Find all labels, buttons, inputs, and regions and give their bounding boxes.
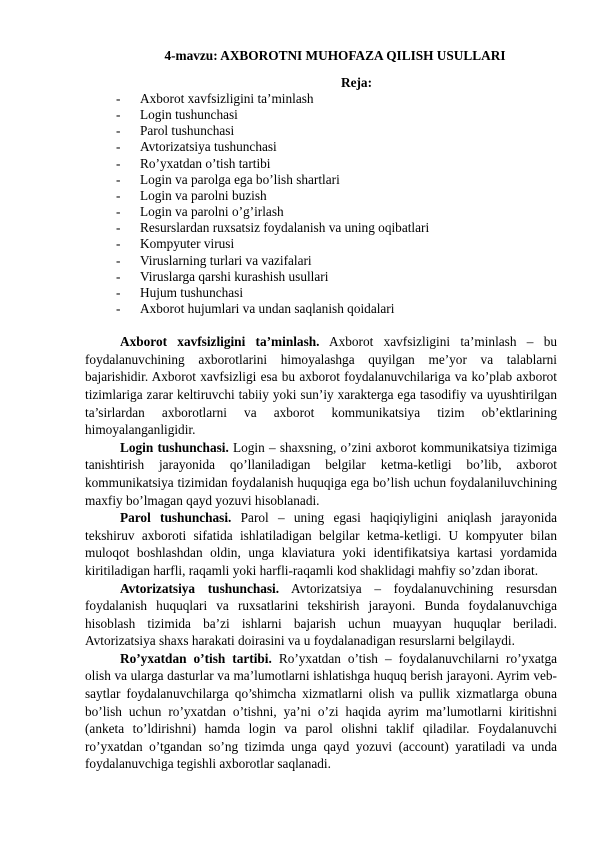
section-term: Axborot xavfsizligini ta’minlash. xyxy=(120,334,320,350)
document-title: 4-mavzu: AXBOROTNI MUHOFAZA QILISH USULLARI xyxy=(164,48,506,63)
dash-bullet-icon: - xyxy=(116,220,121,236)
dash-bullet-icon: - xyxy=(116,187,121,203)
plan-item-text: Viruslarga qarshi kurashish usullari xyxy=(140,268,329,284)
dash-bullet-icon: - xyxy=(116,268,121,284)
plan-item xyxy=(85,204,557,220)
plan-item xyxy=(85,91,557,107)
plan-item xyxy=(85,172,557,188)
plan-heading: Reja: xyxy=(341,75,373,90)
plan-item-text: Axborot xavfsizligini ta’minlash xyxy=(140,91,314,106)
plan-item xyxy=(85,285,557,301)
plan-item-text: Login tushunchasi xyxy=(140,107,238,123)
plan-item-text: Login va parolni o’g’irlash xyxy=(140,204,284,220)
dash-bullet-icon: - xyxy=(116,284,121,300)
dash-bullet-icon: - xyxy=(116,204,121,220)
plan-item-text: Kompyuter virusi xyxy=(140,236,235,252)
plan-item xyxy=(85,301,557,317)
section-term: Avtorizatsiya tushunchasi. xyxy=(120,580,280,596)
section-text: Avtorizatsiya – foydalanuvchining resursdan foydalanish huquqlari va ruxsatlarini tekshirish jarayoni. Bunda foydalanuvchiga hisoblash tizimida ba’zi ishlarni bajarish uchun muayyan huquqlar beriladi. Avtorizatsiya shaxs harakati doirasini va u foydalanadigan resurslarni belgilaydi. xyxy=(85,580,557,649)
plan-item xyxy=(85,253,557,269)
dash-bullet-icon: - xyxy=(116,252,121,268)
dash-bullet-icon: - xyxy=(116,91,121,106)
plan-item-text: Login va parolga ega bo’lish shartlari xyxy=(140,171,340,187)
plan-item-text: Avtorizatsiya tushunchasi xyxy=(140,139,277,155)
section-paragraph xyxy=(85,439,557,509)
plan-item xyxy=(85,220,557,236)
section-paragraph xyxy=(85,650,557,773)
plan-item-text: Axborot hujumlari va undan saqlanish qoidalari xyxy=(140,301,395,317)
document-page xyxy=(85,48,557,773)
document-body xyxy=(85,333,557,773)
plan-item-text: Ro’yxatdan o’tish tartibi xyxy=(140,155,271,171)
dash-bullet-icon: - xyxy=(116,139,121,155)
section-text: Login – shaxsning, o’zini axborot kommunikatsiya tizimiga tanishtirish jarayonida qo’llaniladigan belgilar ketma-ketligi bo’lib, axborot kommunikatsiya tizimidan foydalanish huquqiga ega bo’lish uchun foydalaniluvchining maxfiy bo’lmagan qayd yozuvi hisoblanadi. xyxy=(85,439,557,508)
plan-item xyxy=(85,188,557,204)
plan-item xyxy=(85,123,557,139)
plan-item xyxy=(85,269,557,285)
plan-item xyxy=(85,139,557,155)
section-paragraph xyxy=(85,509,557,579)
dash-bullet-icon: - xyxy=(116,155,121,171)
plan-item-text: Parol tushunchasi xyxy=(140,123,235,139)
section-paragraph xyxy=(85,333,557,439)
section-text: Ro’yxatdan o’tish – foydalanuvchilarni ro’yxatga olish va ularga dasturlar va ma’lumotlarni ishlatishga huquq berish jarayoni. Ayrim veb-saytlar foydalanuvchilarga qo’shimcha xizmatlarni olish va pullik xizmatlarga obuna bo’lish uchun ro’yxatdan o’tishni, ya’ni o’zi haqida ayrim ma’lumotlarni kiritishni (anketa to’ldirishni) hamda login va parol olishni taklif qiladilar. Foydalanuvchi ro’yxatdan o’tgandan so’ng tizimda unga qayd yozuvi (account) yaratiladi va unda foydalanuvchiga tegishli axborotlar saqlanadi. xyxy=(85,650,558,772)
section-term: Login tushunchasi. xyxy=(120,439,229,455)
dash-bullet-icon: - xyxy=(116,171,121,187)
dash-bullet-icon: - xyxy=(116,107,121,123)
plan-item xyxy=(85,236,557,252)
section-paragraph xyxy=(85,580,557,650)
plan-item-text: Viruslarning turlari va vazifalari xyxy=(140,252,312,268)
section-term: Parol tushunchasi. xyxy=(120,510,232,526)
plan-item xyxy=(85,156,557,172)
dash-bullet-icon: - xyxy=(116,123,121,139)
plan-item-text: Hujum tushunchasi xyxy=(140,284,244,300)
plan-item-text: Login va parolni buzish xyxy=(140,187,267,203)
plan-list xyxy=(85,91,557,317)
plan-item-text: Resurslardan ruxsatsiz foydalanish va uning oqibatlari xyxy=(140,220,430,236)
section-term: Ro’yxatdan o’tish tartibi. xyxy=(120,650,272,666)
section-text: Axborot xavfsizligini ta’minlash – bu foydalanuvchining axborotlarini himoyalashga quyilgan me’yor va talablarni bajarishidir. Axborot xavfsizligi esa bu axborot foydalanuvchilariga va ko’plab axborot tizimlariga zarar keltiruvchi tabiiy yoki sun’iy xarakterga ega tasodifiy va uyushtirilgan ta’sirlardan axborotlarni va axborot kommunikatsiya tizim ob’ektlarining himoyalanganligidir. xyxy=(85,334,557,438)
dash-bullet-icon: - xyxy=(116,236,121,252)
section-text: Parol – uning egasi haqiqiyligini aniqlash jarayonida tekshiruv axboroti sifatida ishlatiladigan belgilar ketma-ketligi. U kompyuter bilan muloqot boshlashdan oldin, unga klaviatura yoki identifikatsiya kartasi yordamida kiritiladigan harfli, raqamli yoki harfli-raqamli kod shaklidagi mahfiy so’zdan iborat. xyxy=(85,510,558,578)
dash-bullet-icon: - xyxy=(116,301,121,317)
plan-item xyxy=(85,107,557,123)
